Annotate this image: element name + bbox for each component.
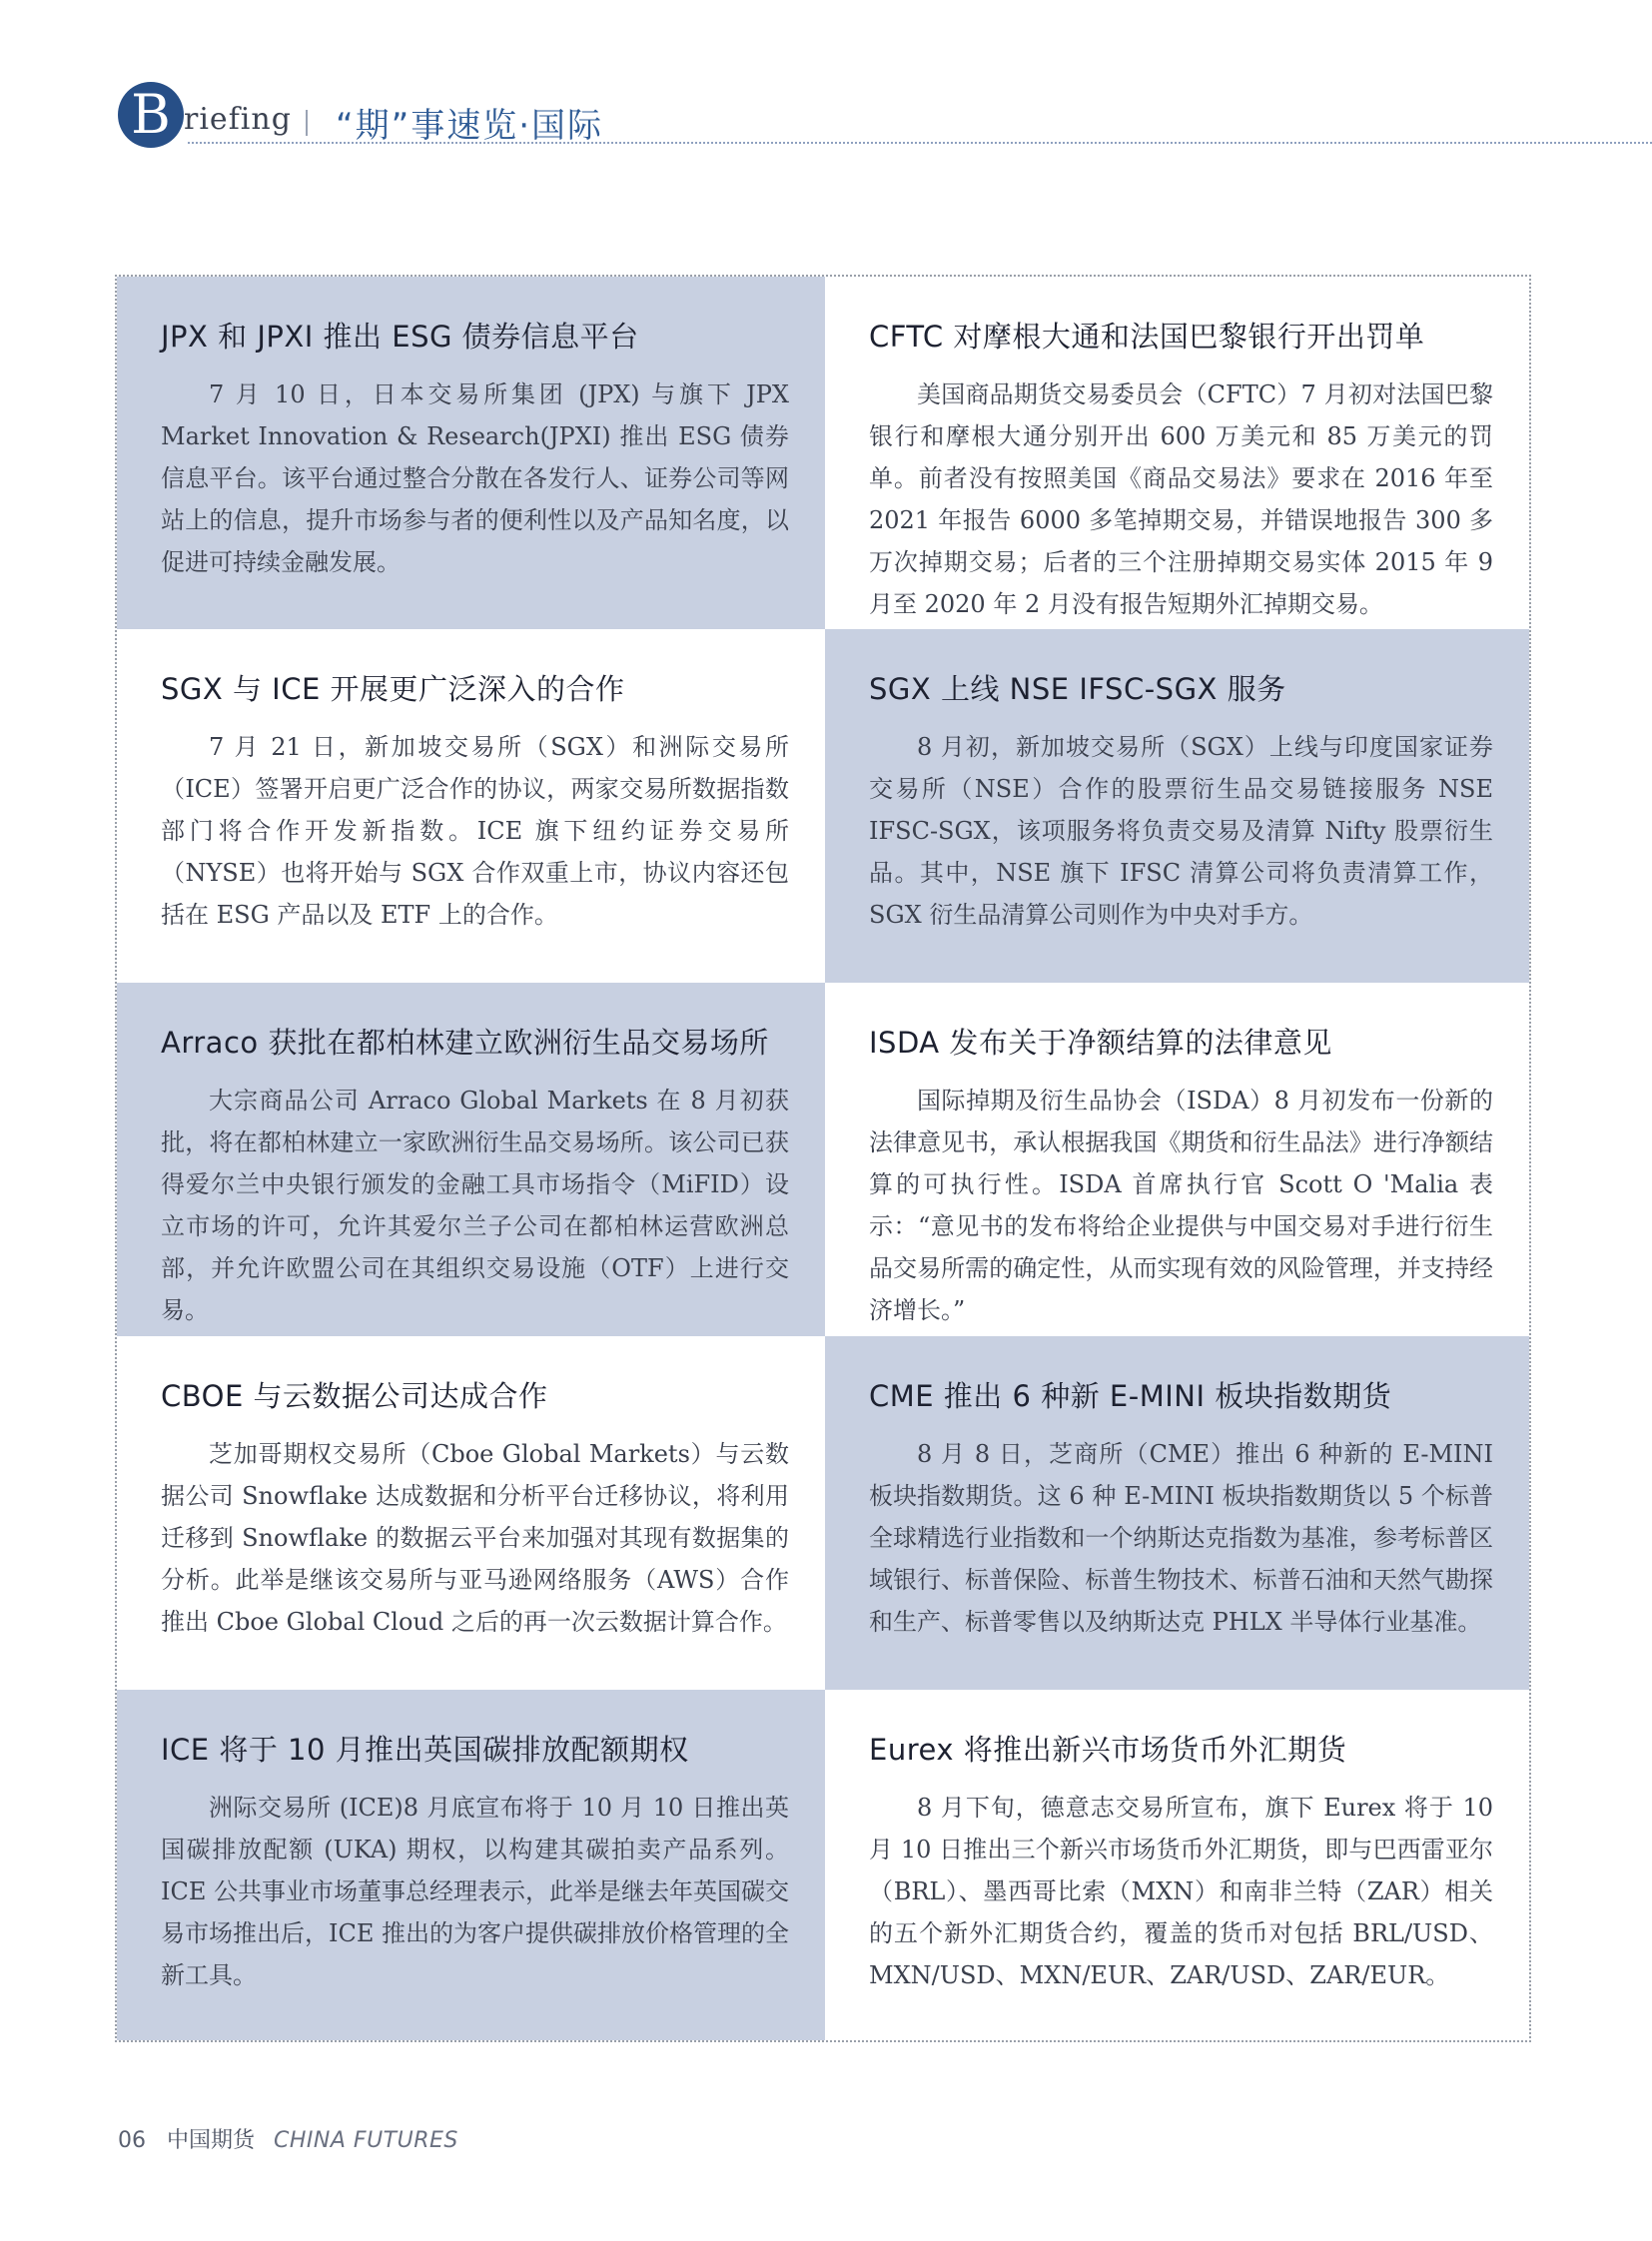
- header-divider: [306, 110, 308, 136]
- news-title: CBOE 与云数据公司达成合作: [161, 1379, 548, 1413]
- news-body: 8 月 8 日，芝商所（CME）推出 6 种新的 E-MINI 板块指数期货。这 6 种 E-MINI 板块指数期货以 5 个标普全球精选行业指数和一个纳斯达克指数为基准，参考标普区域银行、标普保险、标普生物技术、标普石油和天然气勘探和生产、标普零售以及纳斯达克 PHLX 半导体行业基准。: [869, 1440, 1493, 1636]
- news-body: 国际掉期及衍生品协会（ISDA）8 月初发布一份新的法律意见书，承认根据我国《期货和衍生品法》进行净额结算的可执行性。ISDA 首席执行官 Scott O 'Malia 表示：“意见书的发布将给企业提供与中国交易对手进行衍生品交易所需的确定性，从而实现有效的风险管理，并支持经济增长。”: [869, 1087, 1493, 1324]
- magazine-name-en: CHINA FUTURES: [274, 2128, 458, 2153]
- news-title: SGX 与 ICE 开展更广泛深入的合作: [161, 672, 625, 706]
- news-title: Eurex 将推出新兴市场货币外汇期货: [869, 1733, 1347, 1767]
- news-title: ICE 将于 10 月推出英国碳排放配额期权: [161, 1733, 689, 1767]
- news-body: 8 月初，新加坡交易所（SGX）上线与印度国家证券交易所（NSE）合作的股票衍生品交易链接服务 NSE IFSC-SGX，该项服务将负责交易及清算 Nifty 股票衍生品。其中，NSE 旗下 IFSC 清算公司将负责清算工作，SGX 衍生品清算公司则作为中央对手方。: [869, 733, 1493, 929]
- news-item-cboe: [117, 1336, 825, 1690]
- news-body: 7 月 21 日，新加坡交易所（SGX）和洲际交易所（ICE）签署开启更广泛合作的协议，两家交易所数据指数部门将合作开发新指数。ICE 旗下纽约证券交易所（NYSE）也将开始与 SGX 合作双重上市，协议内容还包括在 ESG 产品以及 ETF 上的合作。: [161, 733, 789, 929]
- news-title: SGX 上线 NSE IFSC-SGX 服务: [869, 672, 1286, 706]
- news-title: ISDA 发布关于净额结算的法律意见: [869, 1026, 1332, 1060]
- news-body: 洲际交易所 (ICE)8 月底宣布将于 10 月 10 日推出英国碳排放配额 (UKA) 期权，以构建其碳拍卖产品系列。ICE 公共事业市场董事总经理表示，此举是继去年英国碳交易市场推出后，ICE 推出的为客户提供碳排放价格管理的全新工具。: [161, 1794, 789, 1989]
- news-item-sgx-nse: [825, 629, 1529, 983]
- brand-word: riefing: [184, 102, 292, 137]
- page-number: 06: [118, 2128, 146, 2153]
- news-body: 美国商品期货交易委员会（CFTC）7 月初对法国巴黎银行和摩根大通分别开出 600 万美元和 85 万美元的罚单。前者没有按照美国《商品交易法》要求在 2016 年至 2021 年报告 6000 多笔掉期交易，并错误地报告 300 多万次掉期交易；后者的三个注册掉期交易实体 2015 年 9 月至 2020 年 2 月没有报告短期外汇掉期交易。: [869, 380, 1493, 618]
- section-title: “期”事速览·国际: [336, 106, 604, 146]
- news-item-arraco: [117, 983, 825, 1336]
- page-footer: [118, 2123, 458, 2154]
- news-title: CFTC 对摩根大通和法国巴黎银行开出罚单: [869, 320, 1425, 354]
- news-item-isda: [825, 983, 1529, 1336]
- news-body: 大宗商品公司 Arraco Global Markets 在 8 月初获批，将在都柏林建立一家欧洲衍生品交易场所。该公司已获得爱尔兰中央银行颁发的金融工具市场指令（MiFID）设立市场的许可，允许其爱尔兰子公司在都柏林运营欧洲总部，并允许欧盟公司在其组织交易设施（OTF）上进行交易。: [161, 1087, 789, 1324]
- news-title: JPX 和 JPXI 推出 ESG 债券信息平台: [161, 320, 639, 354]
- news-title: CME 推出 6 种新 E-MINI 板块指数期货: [869, 1379, 1392, 1413]
- news-body: 芝加哥期权交易所（Cboe Global Markets）与云数据公司 Snowflake 达成数据和分析平台迁移协议，将利用迁移到 Snowflake 的数据云平台来加强对其现有数据集的分析。此举是继该交易所与亚马逊网络服务（AWS）合作推出 Cboe Global Cloud 之后的再一次云数据计算合作。: [161, 1440, 789, 1636]
- news-item-cftc-fines: [825, 277, 1529, 629]
- news-item-jpx-esg: [117, 277, 825, 629]
- magazine-name-cn: 中国期货: [167, 2128, 256, 2153]
- news-body: 7 月 10 日，日本交易所集团 (JPX) 与旗下 JPX Market Innovation & Research(JPXI) 推出 ESG 债券信息平台。该平台通过整合分散在各发行人、证券公司等网站上的信息，提升市场参与者的便利性以及产品知名度，以促进可持续金融发展。: [161, 380, 789, 576]
- news-item-cme: [825, 1336, 1529, 1690]
- header-rule: [188, 142, 1652, 144]
- news-item-eurex: [825, 1690, 1529, 2040]
- news-title: Arraco 获批在都柏林建立欧洲衍生品交易场所: [161, 1026, 769, 1060]
- news-item-ice-uka: [117, 1690, 825, 2040]
- news-body: 8 月下旬，德意志交易所宣布，旗下 Eurex 将于 10 月 10 日推出三个新兴市场货币外汇期货，即与巴西雷亚尔（BRL）、墨西哥比索（MXN）和南非兰特（ZAR）相关的五个新外汇期货合约，覆盖的货币对包括 BRL/USD、MXN/USD、MXN/EUR、ZAR/USD、ZAR/EUR。: [869, 1794, 1493, 1989]
- briefing-logo: B: [118, 82, 184, 148]
- page-header: [118, 82, 1652, 152]
- news-item-sgx-ice: [117, 629, 825, 983]
